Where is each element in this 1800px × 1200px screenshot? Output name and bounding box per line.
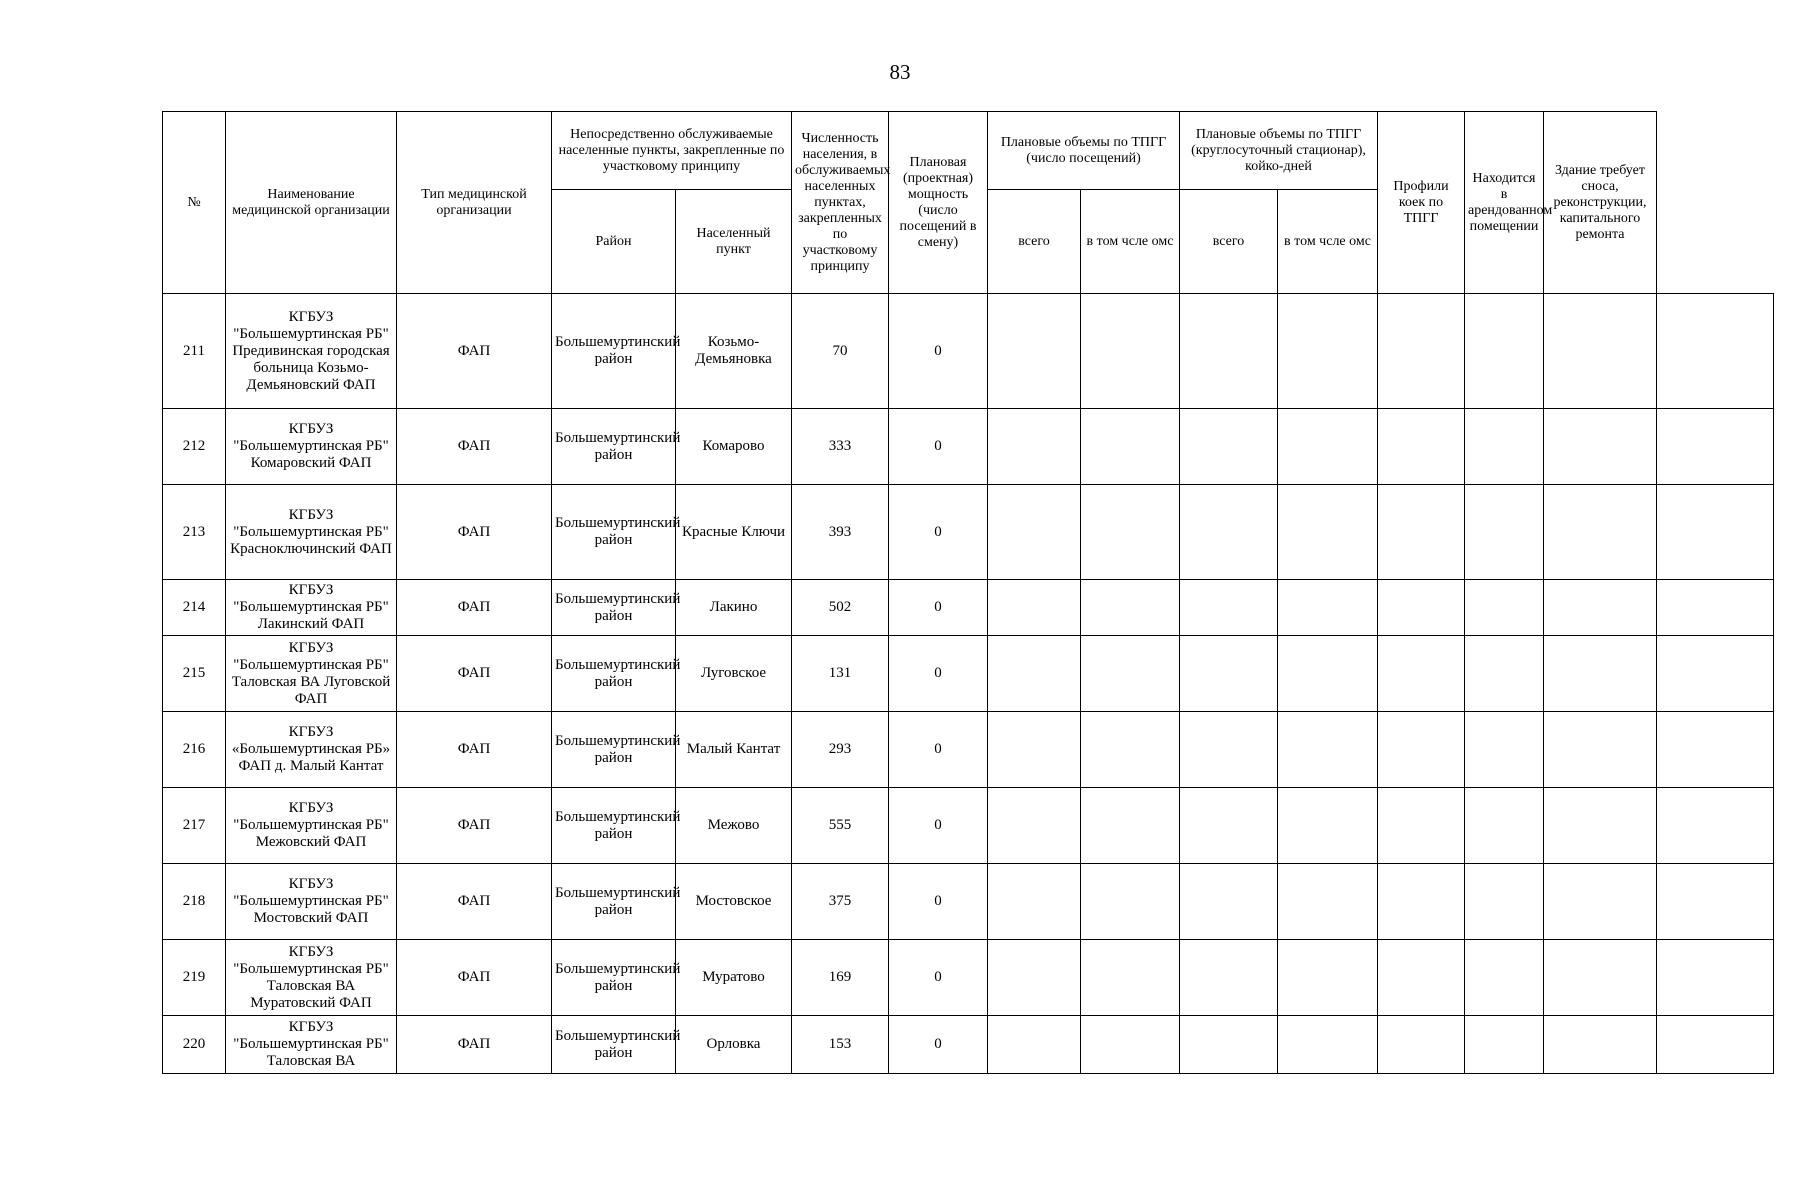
cell-population: 502 <box>792 580 889 636</box>
cell-empty <box>1081 409 1180 485</box>
cell-settlement: Комарово <box>676 409 792 485</box>
cell-empty <box>1378 409 1465 485</box>
table-row <box>163 294 1774 409</box>
cell-empty <box>988 712 1081 788</box>
cell-capacity: 0 <box>889 580 988 636</box>
cell-empty <box>1465 485 1544 580</box>
cell-empty <box>1378 940 1465 1016</box>
cell-empty <box>1081 485 1180 580</box>
cell-empty <box>1378 294 1465 409</box>
cell-empty <box>1544 485 1657 580</box>
header-served-group: Непосредственно обслуживаемые населенные пункты, закрепленные по участковому принципу <box>552 112 792 190</box>
header-settlement: Населенный пункт <box>676 190 792 294</box>
cell-settlement: Малый Кантат <box>676 712 792 788</box>
cell-name: КГБУЗ "Большемуртинская РБ" Межовский ФАП <box>226 788 397 864</box>
cell-empty <box>988 636 1081 712</box>
cell-empty <box>988 294 1081 409</box>
cell-empty <box>1180 294 1278 409</box>
cell-empty <box>988 788 1081 864</box>
cell-num: 211 <box>163 294 226 409</box>
cell-name: КГБУЗ "Большемуртинская РБ" Таловская ВА Луговской ФАП <box>226 636 397 712</box>
cell-type: ФАП <box>397 1016 552 1074</box>
cell-empty <box>1544 864 1657 940</box>
cell-population: 375 <box>792 864 889 940</box>
cell-empty <box>988 580 1081 636</box>
header-visits-oms: в том чсле омс <box>1081 190 1180 294</box>
header-district: Район <box>552 190 676 294</box>
cell-population: 293 <box>792 712 889 788</box>
cell-district: Большемуртинский район <box>552 409 676 485</box>
cell-empty <box>1278 940 1378 1016</box>
header-population: Численность населения, в обслуживаемых населенных пунктах, закрепленных по участковому принципу <box>792 112 889 294</box>
cell-capacity: 0 <box>889 940 988 1016</box>
cell-empty <box>1657 864 1774 940</box>
cell-capacity: 0 <box>889 1016 988 1074</box>
cell-empty <box>1378 580 1465 636</box>
cell-empty <box>1278 294 1378 409</box>
cell-empty <box>1278 788 1378 864</box>
cell-empty <box>1465 712 1544 788</box>
cell-empty <box>1081 580 1180 636</box>
cell-empty <box>1465 294 1544 409</box>
cell-type: ФАП <box>397 580 552 636</box>
table-body <box>163 294 1774 1074</box>
cell-capacity: 0 <box>889 788 988 864</box>
cell-capacity: 0 <box>889 294 988 409</box>
cell-empty <box>1465 940 1544 1016</box>
cell-capacity: 0 <box>889 409 988 485</box>
cell-empty <box>1378 636 1465 712</box>
cell-settlement: Муратово <box>676 940 792 1016</box>
cell-capacity: 0 <box>889 636 988 712</box>
cell-empty <box>1378 485 1465 580</box>
cell-num: 216 <box>163 712 226 788</box>
cell-empty <box>1657 940 1774 1016</box>
cell-type: ФАП <box>397 712 552 788</box>
cell-population: 393 <box>792 485 889 580</box>
header-inpatient-total: всего <box>1180 190 1278 294</box>
facilities-table <box>162 111 1774 1074</box>
cell-type: ФАП <box>397 940 552 1016</box>
table-row <box>163 485 1774 580</box>
cell-num: 212 <box>163 409 226 485</box>
cell-empty <box>1465 788 1544 864</box>
cell-empty <box>1544 294 1657 409</box>
cell-name: КГБУЗ "Большемуртинская РБ" Красноключинский ФАП <box>226 485 397 580</box>
cell-name: КГБУЗ "Большемуртинская РБ" Лакинский ФАП <box>226 580 397 636</box>
cell-empty <box>1180 1016 1278 1074</box>
cell-empty <box>1657 1016 1774 1074</box>
cell-empty <box>1081 1016 1180 1074</box>
cell-population: 131 <box>792 636 889 712</box>
cell-district: Большемуртинский район <box>552 712 676 788</box>
cell-type: ФАП <box>397 485 552 580</box>
cell-empty <box>1278 1016 1378 1074</box>
cell-empty <box>1278 864 1378 940</box>
cell-empty <box>1657 409 1774 485</box>
cell-empty <box>1081 636 1180 712</box>
cell-district: Большемуртинский район <box>552 485 676 580</box>
cell-num: 218 <box>163 864 226 940</box>
cell-empty <box>1544 940 1657 1016</box>
cell-district: Большемуртинский район <box>552 940 676 1016</box>
cell-district: Большемуртинский район <box>552 580 676 636</box>
header-inpatient-oms: в том чсле омс <box>1278 190 1378 294</box>
header-type: Тип медицинской организации <box>397 112 552 294</box>
cell-district: Большемуртинский район <box>552 636 676 712</box>
cell-empty <box>1180 409 1278 485</box>
table-row <box>163 788 1774 864</box>
cell-empty <box>1657 788 1774 864</box>
cell-name: КГБУЗ "Большемуртинская РБ" Предивинская городская больница Козьмо-Демьяновский ФАП <box>226 294 397 409</box>
cell-population: 333 <box>792 409 889 485</box>
cell-empty <box>1278 580 1378 636</box>
table-row <box>163 580 1774 636</box>
cell-empty <box>1081 712 1180 788</box>
cell-num: 215 <box>163 636 226 712</box>
cell-empty <box>1657 485 1774 580</box>
cell-empty <box>1544 1016 1657 1074</box>
cell-num: 213 <box>163 485 226 580</box>
cell-empty <box>1378 788 1465 864</box>
cell-name: КГБУЗ "Большемуртинская РБ" Мостовский ФАП <box>226 864 397 940</box>
cell-empty <box>988 1016 1081 1074</box>
cell-empty <box>1180 940 1278 1016</box>
cell-empty <box>1657 636 1774 712</box>
cell-empty <box>1544 580 1657 636</box>
cell-num: 217 <box>163 788 226 864</box>
cell-empty <box>1544 712 1657 788</box>
cell-settlement: Мостовское <box>676 864 792 940</box>
cell-district: Большемуртинский район <box>552 788 676 864</box>
cell-settlement: Орловка <box>676 1016 792 1074</box>
cell-empty <box>1465 580 1544 636</box>
table-row <box>163 940 1774 1016</box>
header-name: Наименование медицинской организации <box>226 112 397 294</box>
cell-num: 219 <box>163 940 226 1016</box>
cell-empty <box>1378 864 1465 940</box>
header-repair: Здание требует сноса, реконструкции, капитального ремонта <box>1544 112 1657 294</box>
table-row <box>163 712 1774 788</box>
cell-empty <box>1657 580 1774 636</box>
cell-name: КГБУЗ "Большемуртинская РБ" Таловская ВА Муратовский ФАП <box>226 940 397 1016</box>
header-inpatient-group: Плановые объемы по ТПГГ (круглосуточный стационар), койко-дней <box>1180 112 1378 190</box>
cell-type: ФАП <box>397 409 552 485</box>
cell-empty <box>1180 485 1278 580</box>
cell-empty <box>1081 788 1180 864</box>
cell-capacity: 0 <box>889 712 988 788</box>
table-row <box>163 409 1774 485</box>
cell-empty <box>988 864 1081 940</box>
cell-district: Большемуртинский район <box>552 294 676 409</box>
cell-population: 70 <box>792 294 889 409</box>
cell-type: ФАП <box>397 294 552 409</box>
cell-num: 214 <box>163 580 226 636</box>
cell-empty <box>1378 712 1465 788</box>
cell-empty <box>1180 580 1278 636</box>
cell-empty <box>1544 788 1657 864</box>
cell-empty <box>1278 409 1378 485</box>
cell-type: ФАП <box>397 864 552 940</box>
cell-empty <box>988 940 1081 1016</box>
cell-capacity: 0 <box>889 485 988 580</box>
cell-population: 555 <box>792 788 889 864</box>
cell-empty <box>1180 636 1278 712</box>
cell-empty <box>1378 1016 1465 1074</box>
header-visits-group: Плановые объемы по ТПГГ (число посещений) <box>988 112 1180 190</box>
cell-population: 169 <box>792 940 889 1016</box>
cell-empty <box>1278 485 1378 580</box>
table-row <box>163 636 1774 712</box>
cell-num: 220 <box>163 1016 226 1074</box>
cell-empty <box>1544 636 1657 712</box>
header-bed-profiles: Профили коек по ТПГГ <box>1378 112 1465 294</box>
cell-empty <box>1465 864 1544 940</box>
cell-settlement: Межово <box>676 788 792 864</box>
cell-empty <box>988 485 1081 580</box>
cell-name: КГБУЗ «Большемуртинская РБ» ФАП д. Малый Кантат <box>226 712 397 788</box>
table-row <box>163 1016 1774 1074</box>
cell-empty <box>1544 409 1657 485</box>
cell-settlement: Лакино <box>676 580 792 636</box>
header-num: № <box>163 112 226 294</box>
cell-empty <box>1081 864 1180 940</box>
header-visits-total: всего <box>988 190 1081 294</box>
cell-empty <box>1081 294 1180 409</box>
cell-settlement: Красные Ключи <box>676 485 792 580</box>
cell-empty <box>1465 1016 1544 1074</box>
cell-name: КГБУЗ "Большемуртинская РБ" Комаровский ФАП <box>226 409 397 485</box>
cell-type: ФАП <box>397 636 552 712</box>
cell-population: 153 <box>792 1016 889 1074</box>
header-rented: Находится в арендованном помещении <box>1465 112 1544 294</box>
cell-empty <box>1180 788 1278 864</box>
table-row <box>163 864 1774 940</box>
cell-empty <box>1081 940 1180 1016</box>
cell-type: ФАП <box>397 788 552 864</box>
cell-empty <box>988 409 1081 485</box>
cell-empty <box>1180 864 1278 940</box>
cell-capacity: 0 <box>889 864 988 940</box>
cell-district: Большемуртинский район <box>552 1016 676 1074</box>
cell-district: Большемуртинский район <box>552 864 676 940</box>
cell-name: КГБУЗ "Большемуртинская РБ" Таловская ВА <box>226 1016 397 1074</box>
cell-empty <box>1657 294 1774 409</box>
cell-settlement: Козьмо-Демьяновка <box>676 294 792 409</box>
cell-empty <box>1657 712 1774 788</box>
page-number: 83 <box>889 60 911 84</box>
cell-empty <box>1465 409 1544 485</box>
cell-settlement: Луговское <box>676 636 792 712</box>
cell-empty <box>1278 712 1378 788</box>
cell-empty <box>1278 636 1378 712</box>
cell-empty <box>1180 712 1278 788</box>
header-capacity: Плановая (проектная) мощность (число посещений в смену) <box>889 112 988 294</box>
cell-empty <box>1465 636 1544 712</box>
